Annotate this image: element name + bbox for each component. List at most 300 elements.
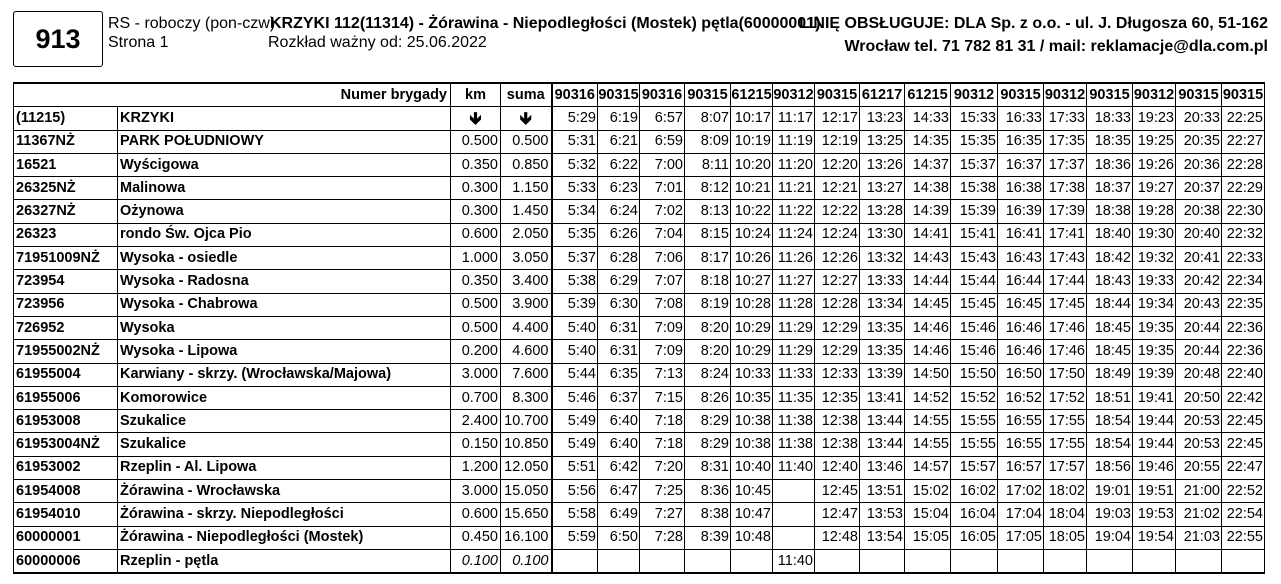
departure-time: 7:01 — [640, 177, 685, 200]
departure-time: 17:46 — [1044, 340, 1087, 363]
departure-time: 11:24 — [773, 223, 815, 246]
departure-time: 6:29 — [598, 270, 640, 293]
stop-sum: 1.150 — [501, 177, 552, 200]
timetable-body — [14, 83, 1265, 573]
departure-time: 19:23 — [1133, 107, 1176, 130]
departure-time: 13:33 — [860, 270, 905, 293]
departure-time: 11:33 — [773, 363, 815, 386]
departure-time: 21:02 — [1176, 503, 1222, 526]
stop-name: Wysoka — [118, 316, 451, 339]
stop-row — [14, 363, 1265, 386]
stop-name: PARK POŁUDNIOWY — [118, 130, 451, 153]
departure-time: 8:09 — [685, 130, 731, 153]
stop-name: Malinowa — [118, 177, 451, 200]
departure-time: 16:52 — [998, 386, 1044, 409]
departure-time: 19:27 — [1133, 177, 1176, 200]
stop-code: 11367NŻ — [14, 130, 118, 153]
departure-time: 20:53 — [1176, 433, 1222, 456]
departure-time: 6:49 — [598, 503, 640, 526]
departure-time: 7:08 — [640, 293, 685, 316]
departure-time: 7:18 — [640, 410, 685, 433]
departure-time: 8:19 — [685, 293, 731, 316]
departure-time: 15:50 — [951, 363, 998, 386]
departure-time: 12:28 — [815, 293, 860, 316]
departure-time: 10:40 — [731, 456, 773, 479]
down-arrow-icon: 🡻 — [451, 107, 501, 130]
stop-row — [14, 107, 1265, 130]
departure-time: 20:37 — [1176, 177, 1222, 200]
departure-time: 18:45 — [1087, 316, 1133, 339]
departure-time: 18:44 — [1087, 293, 1133, 316]
stop-code: 723954 — [14, 270, 118, 293]
departure-time: 17:45 — [1044, 293, 1087, 316]
departure-time: 15:44 — [951, 270, 998, 293]
departure-time: 12:48 — [815, 526, 860, 549]
departure-time: 11:40 — [773, 549, 815, 573]
brigade-number: 61215 — [905, 83, 951, 107]
departure-time: 20:43 — [1176, 293, 1222, 316]
brigade-number: 90315 — [815, 83, 860, 107]
departure-time: 18:35 — [1087, 130, 1133, 153]
departure-time: 18:51 — [1087, 386, 1133, 409]
stop-row — [14, 316, 1265, 339]
brigade-number: 61217 — [860, 83, 905, 107]
stop-row — [14, 526, 1265, 549]
departure-time: 18:05 — [1044, 526, 1087, 549]
departure-time: 10:29 — [731, 340, 773, 363]
departure-time: 12:35 — [815, 386, 860, 409]
departure-time: 10:17 — [731, 107, 773, 130]
operator-info: LINIĘ OBSŁUGUJE: DLA Sp. z o.o. - ul. J. Długosza 60, 51-162 — [799, 15, 1268, 32]
departure-time: 8:12 — [685, 177, 731, 200]
stop-row — [14, 153, 1265, 176]
departure-time: 5:58 — [552, 503, 598, 526]
departure-time: 19:33 — [1133, 270, 1176, 293]
departure-time: 6:22 — [598, 153, 640, 176]
departure-time: 15:46 — [951, 340, 998, 363]
departure-time: 7:18 — [640, 433, 685, 456]
stop-sum: 0.850 — [501, 153, 552, 176]
departure-time: 8:07 — [685, 107, 731, 130]
departure-time: 18:36 — [1087, 153, 1133, 176]
departure-time: 8:29 — [685, 433, 731, 456]
departure-time: 12:20 — [815, 153, 860, 176]
line-number: 913 — [35, 23, 81, 54]
departure-time: 20:36 — [1176, 153, 1222, 176]
departure-time: 17:35 — [1044, 130, 1087, 153]
departure-time: 16:37 — [998, 153, 1044, 176]
departure-time: 14:52 — [905, 386, 951, 409]
departure-time: 11:28 — [773, 293, 815, 316]
departure-time: 16:50 — [998, 363, 1044, 386]
departure-time: 14:44 — [905, 270, 951, 293]
departure-time: 16:33 — [998, 107, 1044, 130]
departure-time: 14:33 — [905, 107, 951, 130]
departure-time: 19:04 — [1087, 526, 1133, 549]
departure-time: 10:22 — [731, 200, 773, 223]
departure-time: 5:59 — [552, 526, 598, 549]
down-arrow-icon: 🡻 — [501, 107, 552, 130]
departure-time: 16:57 — [998, 456, 1044, 479]
departure-time: 22:30 — [1222, 200, 1265, 223]
departure-time: 16:02 — [951, 480, 998, 503]
stop-km: 1.000 — [451, 247, 501, 270]
departure-time: 14:37 — [905, 153, 951, 176]
departure-time — [1087, 549, 1133, 573]
departure-time: 11:20 — [773, 153, 815, 176]
departure-time: 10:33 — [731, 363, 773, 386]
departure-time: 13:27 — [860, 177, 905, 200]
departure-time: 7:09 — [640, 316, 685, 339]
departure-time: 7:09 — [640, 340, 685, 363]
departure-time: 11:38 — [773, 433, 815, 456]
departure-time: 13:51 — [860, 480, 905, 503]
stop-km: 0.600 — [451, 503, 501, 526]
stop-km: 1.200 — [451, 456, 501, 479]
stop-row — [14, 293, 1265, 316]
departure-time: 15:52 — [951, 386, 998, 409]
stop-code: 61955006 — [14, 386, 118, 409]
stop-sum: 8.300 — [501, 386, 552, 409]
departure-time: 6:57 — [640, 107, 685, 130]
departure-time: 15:38 — [951, 177, 998, 200]
departure-time: 19:32 — [1133, 247, 1176, 270]
departure-time: 20:33 — [1176, 107, 1222, 130]
departure-time: 15:05 — [905, 526, 951, 549]
departure-time: 8:36 — [685, 480, 731, 503]
departure-time: 15:41 — [951, 223, 998, 246]
departure-time: 16:41 — [998, 223, 1044, 246]
departure-time: 11:26 — [773, 247, 815, 270]
departure-time: 15:43 — [951, 247, 998, 270]
departure-time: 5:40 — [552, 316, 598, 339]
stop-code: 61953002 — [14, 456, 118, 479]
departure-time: 13:32 — [860, 247, 905, 270]
stop-name: Karwiany - skrzy. (Wrocławska/Majowa) — [118, 363, 451, 386]
departure-time: 5:39 — [552, 293, 598, 316]
departure-time: 17:04 — [998, 503, 1044, 526]
departure-time: 7:28 — [640, 526, 685, 549]
departure-time: 11:21 — [773, 177, 815, 200]
departure-time: 19:25 — [1133, 130, 1176, 153]
departure-time: 18:49 — [1087, 363, 1133, 386]
departure-time: 5:37 — [552, 247, 598, 270]
departure-time: 13:25 — [860, 130, 905, 153]
departure-time — [640, 549, 685, 573]
departure-time: 22:29 — [1222, 177, 1265, 200]
departure-time: 18:43 — [1087, 270, 1133, 293]
departure-time: 22:42 — [1222, 386, 1265, 409]
departure-time: 19:01 — [1087, 480, 1133, 503]
departure-time: 14:35 — [905, 130, 951, 153]
stop-code: 723956 — [14, 293, 118, 316]
departure-time: 17:43 — [1044, 247, 1087, 270]
departure-time: 22:45 — [1222, 433, 1265, 456]
departure-time: 10:24 — [731, 223, 773, 246]
departure-time: 5:44 — [552, 363, 598, 386]
brigade-number: 90316 — [640, 83, 685, 107]
stop-km: 0.500 — [451, 130, 501, 153]
departure-time: 7:02 — [640, 200, 685, 223]
departure-time: 18:37 — [1087, 177, 1133, 200]
brigade-header-label: Numer brygady — [14, 83, 451, 107]
departure-time: 14:45 — [905, 293, 951, 316]
departure-time: 5:35 — [552, 223, 598, 246]
departure-time: 12:24 — [815, 223, 860, 246]
departure-time: 17:44 — [1044, 270, 1087, 293]
departure-time: 17:02 — [998, 480, 1044, 503]
departure-time: 8:15 — [685, 223, 731, 246]
departure-time: 6:37 — [598, 386, 640, 409]
stop-km: 0.600 — [451, 223, 501, 246]
departure-time: 15:35 — [951, 130, 998, 153]
stop-sum: 4.600 — [501, 340, 552, 363]
departure-time: 6:47 — [598, 480, 640, 503]
departure-time: 12:27 — [815, 270, 860, 293]
stop-sum: 1.450 — [501, 200, 552, 223]
stop-code: 61955004 — [14, 363, 118, 386]
departure-time: 21:00 — [1176, 480, 1222, 503]
departure-time: 16:43 — [998, 247, 1044, 270]
departure-time — [1176, 549, 1222, 573]
departure-time: 11:27 — [773, 270, 815, 293]
departure-time: 15:39 — [951, 200, 998, 223]
departure-time: 8:26 — [685, 386, 731, 409]
route-title: KRZYKI 112(11314) - Żórawina - Niepodległości (Mostek) pętla(60000001) — [270, 15, 821, 32]
departure-time: 12:21 — [815, 177, 860, 200]
line-number-box — [13, 11, 103, 67]
departure-time: 10:19 — [731, 130, 773, 153]
departure-time: 20:53 — [1176, 410, 1222, 433]
stop-code: 61953004NŻ — [14, 433, 118, 456]
departure-time: 7:06 — [640, 247, 685, 270]
departure-time: 14:43 — [905, 247, 951, 270]
departure-time: 17:46 — [1044, 316, 1087, 339]
departure-time: 5:34 — [552, 200, 598, 223]
departure-time: 17:38 — [1044, 177, 1087, 200]
departure-time: 20:48 — [1176, 363, 1222, 386]
stop-km: 2.400 — [451, 410, 501, 433]
departure-time: 8:39 — [685, 526, 731, 549]
departure-time: 20:35 — [1176, 130, 1222, 153]
stop-name: Wysoka - osiedle — [118, 247, 451, 270]
departure-time: 6:23 — [598, 177, 640, 200]
departure-time: 6:50 — [598, 526, 640, 549]
brigade-number: 90315 — [1087, 83, 1133, 107]
departure-time: 15:04 — [905, 503, 951, 526]
stop-row — [14, 223, 1265, 246]
stop-km: 0.350 — [451, 153, 501, 176]
departure-time: 7:25 — [640, 480, 685, 503]
departure-time — [773, 526, 815, 549]
stop-name: Rzeplin - Al. Lipowa — [118, 456, 451, 479]
stop-sum: 3.400 — [501, 270, 552, 293]
stop-name: Żórawina - skrzy. Niepodległości — [118, 503, 451, 526]
departure-time: 16:44 — [998, 270, 1044, 293]
stop-code: 61953008 — [14, 410, 118, 433]
departure-time: 22:45 — [1222, 410, 1265, 433]
stop-name: Ożynowa — [118, 200, 451, 223]
departure-time: 22:52 — [1222, 480, 1265, 503]
stop-sum: 3.900 — [501, 293, 552, 316]
brigade-number: 90312 — [951, 83, 998, 107]
departure-time: 19:54 — [1133, 526, 1176, 549]
departure-time: 5:38 — [552, 270, 598, 293]
departure-time: 15:45 — [951, 293, 998, 316]
departure-time: 12:29 — [815, 340, 860, 363]
stop-sum: 0.100 — [501, 549, 552, 573]
stop-sum: 16.100 — [501, 526, 552, 549]
stop-km: 0.150 — [451, 433, 501, 456]
departure-time — [1222, 549, 1265, 573]
sum-header: suma — [501, 83, 552, 107]
departure-time: 18:45 — [1087, 340, 1133, 363]
departure-time: 16:35 — [998, 130, 1044, 153]
departure-time: 16:39 — [998, 200, 1044, 223]
departure-time: 12:38 — [815, 433, 860, 456]
departure-time — [860, 549, 905, 573]
stop-km: 0.500 — [451, 316, 501, 339]
departure-time: 6:26 — [598, 223, 640, 246]
departure-time: 20:38 — [1176, 200, 1222, 223]
departure-time: 8:29 — [685, 410, 731, 433]
departure-time: 11:22 — [773, 200, 815, 223]
stop-code: 71951009NŻ — [14, 247, 118, 270]
departure-time: 7:20 — [640, 456, 685, 479]
departure-time: 19:44 — [1133, 433, 1176, 456]
departure-time: 17:55 — [1044, 410, 1087, 433]
departure-time: 5:40 — [552, 340, 598, 363]
departure-time: 20:42 — [1176, 270, 1222, 293]
departure-time: 8:20 — [685, 340, 731, 363]
departure-time: 15:33 — [951, 107, 998, 130]
stop-sum: 10.850 — [501, 433, 552, 456]
departure-time: 22:36 — [1222, 340, 1265, 363]
departure-time: 6:42 — [598, 456, 640, 479]
departure-time: 22:28 — [1222, 153, 1265, 176]
departure-time — [1044, 549, 1087, 573]
stop-name: rondo Św. Ojca Pio — [118, 223, 451, 246]
departure-time: 6:28 — [598, 247, 640, 270]
brigade-number: 61215 — [731, 83, 773, 107]
departure-time: 13:39 — [860, 363, 905, 386]
departure-time: 14:39 — [905, 200, 951, 223]
departure-time: 22:34 — [1222, 270, 1265, 293]
departure-time: 10:27 — [731, 270, 773, 293]
departure-time: 17:50 — [1044, 363, 1087, 386]
departure-time: 10:21 — [731, 177, 773, 200]
departure-time: 10:29 — [731, 316, 773, 339]
stop-code: 60000006 — [14, 549, 118, 573]
departure-time: 17:37 — [1044, 153, 1087, 176]
page-number: Strona 1 — [108, 34, 169, 51]
departure-time: 22:32 — [1222, 223, 1265, 246]
departure-time: 15:55 — [951, 410, 998, 433]
stop-km: 0.300 — [451, 177, 501, 200]
stop-sum: 15.650 — [501, 503, 552, 526]
departure-time: 6:31 — [598, 340, 640, 363]
departure-time: 7:04 — [640, 223, 685, 246]
departure-time: 19:41 — [1133, 386, 1176, 409]
departure-time: 18:42 — [1087, 247, 1133, 270]
stop-row — [14, 177, 1265, 200]
departure-time: 13:28 — [860, 200, 905, 223]
departure-time: 17:05 — [998, 526, 1044, 549]
departure-time: 6:24 — [598, 200, 640, 223]
departure-time: 12:17 — [815, 107, 860, 130]
departure-time: 16:45 — [998, 293, 1044, 316]
departure-time: 8:11 — [685, 153, 731, 176]
departure-time: 22:33 — [1222, 247, 1265, 270]
stop-code: 26325NŻ — [14, 177, 118, 200]
valid-from: Rozkład ważny od: 25.06.2022 — [268, 34, 487, 51]
departure-time: 5:56 — [552, 480, 598, 503]
departure-time — [773, 503, 815, 526]
brigade-number: 90315 — [1176, 83, 1222, 107]
departure-time: 8:17 — [685, 247, 731, 270]
departure-time: 10:20 — [731, 153, 773, 176]
departure-time: 6:21 — [598, 130, 640, 153]
departure-time: 13:46 — [860, 456, 905, 479]
departure-time: 13:34 — [860, 293, 905, 316]
departure-time: 10:38 — [731, 410, 773, 433]
departure-time: 20:50 — [1176, 386, 1222, 409]
stop-code: 726952 — [14, 316, 118, 339]
departure-time: 22:35 — [1222, 293, 1265, 316]
departure-time — [1133, 549, 1176, 573]
departure-time: 22:27 — [1222, 130, 1265, 153]
brigade-number: 90315 — [685, 83, 731, 107]
departure-time: 16:46 — [998, 340, 1044, 363]
departure-time: 18:33 — [1087, 107, 1133, 130]
departure-time: 20:44 — [1176, 316, 1222, 339]
stop-code: (11215) — [14, 107, 118, 130]
stop-sum: 3.050 — [501, 247, 552, 270]
departure-time: 22:36 — [1222, 316, 1265, 339]
departure-time: 19:35 — [1133, 340, 1176, 363]
departure-time: 18:54 — [1087, 410, 1133, 433]
departure-time: 7:15 — [640, 386, 685, 409]
departure-time: 8:31 — [685, 456, 731, 479]
departure-time: 20:44 — [1176, 340, 1222, 363]
departure-time: 19:53 — [1133, 503, 1176, 526]
departure-time: 18:38 — [1087, 200, 1133, 223]
departure-time: 10:26 — [731, 247, 773, 270]
departure-time: 11:29 — [773, 340, 815, 363]
stop-name: Wysoka - Chabrowa — [118, 293, 451, 316]
departure-time: 11:40 — [773, 456, 815, 479]
departure-time: 15:57 — [951, 456, 998, 479]
stop-sum: 2.050 — [501, 223, 552, 246]
departure-time: 13:23 — [860, 107, 905, 130]
departure-time: 6:59 — [640, 130, 685, 153]
operator-contact: Wrocław tel. 71 782 81 31 / mail: reklamacje@dla.com.pl — [844, 38, 1268, 55]
stop-sum: 15.050 — [501, 480, 552, 503]
departure-time: 8:18 — [685, 270, 731, 293]
departure-time: 8:20 — [685, 316, 731, 339]
departure-time: 5:32 — [552, 153, 598, 176]
stop-name: Wysoka - Lipowa — [118, 340, 451, 363]
stop-name: Żórawina - Niepodległości (Mostek) — [118, 526, 451, 549]
stop-name: Wyścigowa — [118, 153, 451, 176]
departure-time: 13:41 — [860, 386, 905, 409]
stop-name: Wysoka - Radosna — [118, 270, 451, 293]
stop-name: Szukalice — [118, 433, 451, 456]
departure-time: 19:03 — [1087, 503, 1133, 526]
stop-row — [14, 549, 1265, 573]
departure-time: 13:53 — [860, 503, 905, 526]
departure-time — [685, 549, 731, 573]
